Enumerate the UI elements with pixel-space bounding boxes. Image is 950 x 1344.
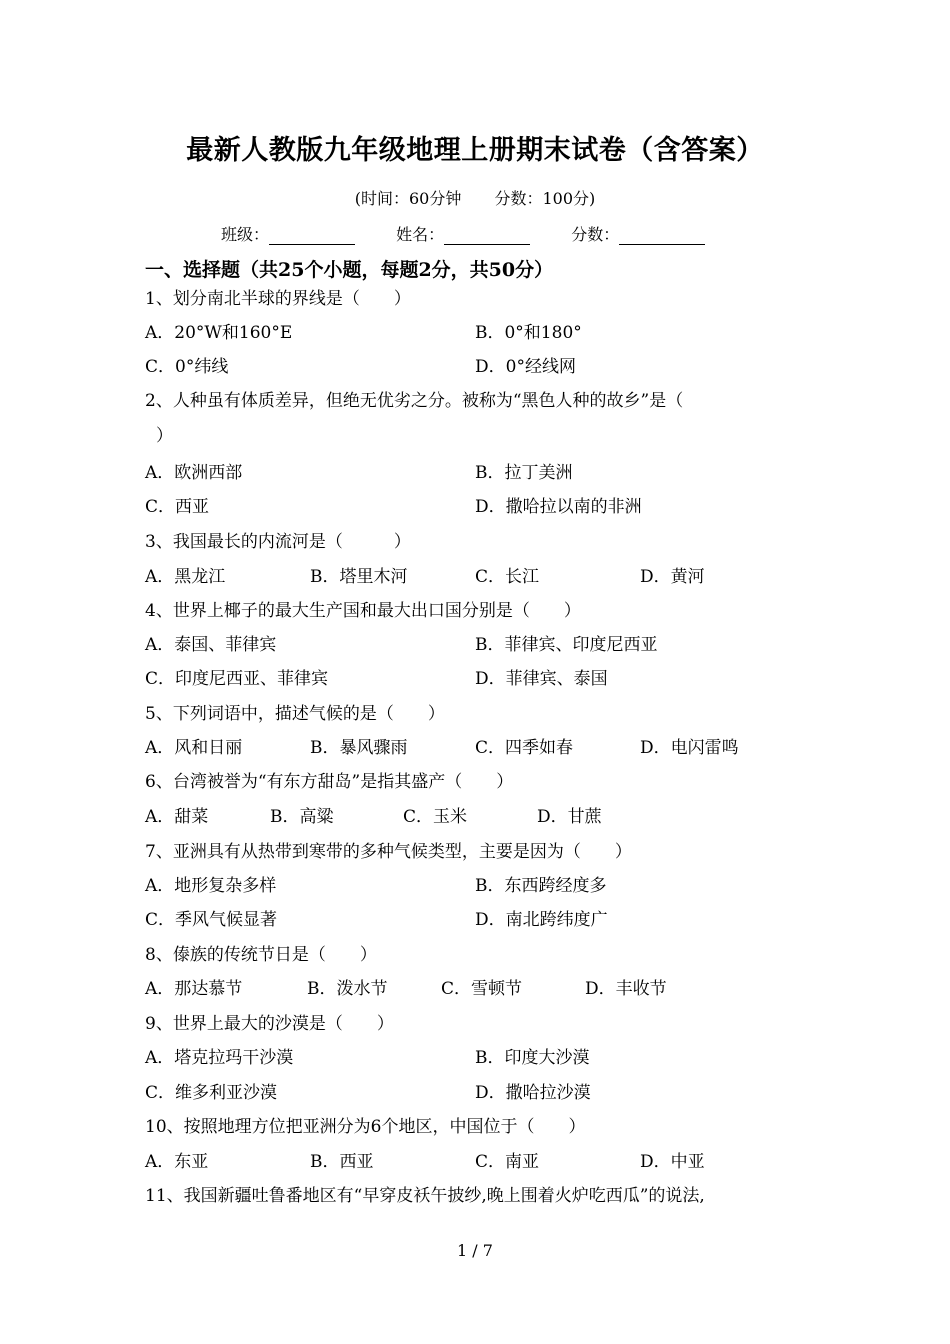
q3-option-a: A．黑龙江 xyxy=(145,567,226,587)
q5-option-c: C．四季如春 xyxy=(475,738,574,758)
class-blank[interactable] xyxy=(269,228,355,245)
q6-option-b: B．高粱 xyxy=(270,807,334,827)
exam-score: 分数：100分) xyxy=(494,189,596,208)
question-2-continued: ） xyxy=(156,426,173,446)
q3-option-c: C．长江 xyxy=(475,567,540,587)
q3-option-b: B．塔里木河 xyxy=(310,567,408,587)
q9-option-a: A．塔克拉玛干沙漠 xyxy=(145,1048,294,1068)
q8-option-c: C．雪顿节 xyxy=(441,979,523,999)
q7-option-d: D．南北跨纬度广 xyxy=(475,910,608,930)
q2-option-d: D．撒哈拉以南的非洲 xyxy=(475,497,642,517)
question-11: 11、我国新疆吐鲁番地区有“早穿皮袄午披纱,晚上围着火炉吃西瓜”的说法, xyxy=(145,1186,705,1206)
question-2: 2、人种虽有体质差异，但绝无优劣之分。被称为“黑色人种的故乡”是（ xyxy=(145,391,684,411)
question-4: 4、世界上椰子的最大生产国和最大出口国分别是（ ） xyxy=(145,601,581,621)
q4-option-b: B．菲律宾、印度尼西亚 xyxy=(475,635,658,655)
q5-option-b: B．暴风骤雨 xyxy=(310,738,408,758)
q8-option-a: A．那达慕节 xyxy=(145,979,243,999)
question-6: 6、台湾被誉为“有东方甜岛”是指其盛产（ ） xyxy=(145,772,514,792)
question-5: 5、下列词语中，描述气候的是（ ） xyxy=(145,704,445,724)
q9-option-b: B．印度大沙漠 xyxy=(475,1048,590,1068)
q10-option-d: D．中亚 xyxy=(640,1152,705,1172)
q2-option-c: C．西亚 xyxy=(145,497,210,517)
q5-option-a: A．风和日丽 xyxy=(145,738,243,758)
q7-option-c: C．季风气候显著 xyxy=(145,910,278,930)
question-9: 9、世界上最大的沙漠是（ ） xyxy=(145,1014,394,1034)
q6-option-c: C．玉米 xyxy=(403,807,468,827)
q1-option-a: A．20°W和160°E xyxy=(145,323,293,343)
q10-option-b: B．西亚 xyxy=(310,1152,374,1172)
q10-option-a: A．东亚 xyxy=(145,1152,209,1172)
section-heading: 一、选择题（共25个小题，每题2分，共50分） xyxy=(145,259,554,281)
page-title: 最新人教版九年级地理上册期末试卷（含答案） xyxy=(186,135,764,166)
question-3: 3、我国最长的内流河是（ ） xyxy=(145,532,411,552)
name-field[interactable]: 姓名： xyxy=(396,222,530,245)
question-1: 1、划分南北半球的界线是（ ） xyxy=(145,289,411,309)
q3-option-d: D．黄河 xyxy=(640,567,705,587)
score-field[interactable]: 分数： xyxy=(571,222,705,245)
q2-option-b: B．拉丁美洲 xyxy=(475,463,573,483)
q4-option-d: D．菲律宾、泰国 xyxy=(475,669,608,689)
score-blank[interactable] xyxy=(619,228,705,245)
question-10: 10、按照地理方位把亚洲分为6个地区，中国位于（ ） xyxy=(145,1117,586,1137)
q7-option-b: B．东西跨经度多 xyxy=(475,876,607,896)
q1-option-d: D．0°经线网 xyxy=(475,357,576,377)
q7-option-a: A．地形复杂多样 xyxy=(145,876,277,896)
q8-option-d: D．丰收节 xyxy=(585,979,667,999)
q6-option-a: A．甜菜 xyxy=(145,807,209,827)
question-8: 8、傣族的传统节日是（ ） xyxy=(145,945,377,965)
q9-option-c: C．维多利亚沙漠 xyxy=(145,1083,278,1103)
class-field[interactable]: 班级： xyxy=(221,222,355,245)
q6-option-d: D．甘蔗 xyxy=(537,807,602,827)
q1-option-c: C．0°纬线 xyxy=(145,357,229,377)
page-number: 1 / 7 xyxy=(457,1241,493,1260)
q1-option-b: B．0°和180° xyxy=(475,323,582,343)
q8-option-b: B．泼水节 xyxy=(307,979,388,999)
exam-meta xyxy=(0,186,950,209)
q10-option-c: C．南亚 xyxy=(475,1152,540,1172)
q4-option-a: A．泰国、菲律宾 xyxy=(145,635,277,655)
student-info-fields xyxy=(221,222,741,245)
exam-time: (时间：60分钟 xyxy=(354,189,462,208)
q2-option-a: A．欧洲西部 xyxy=(145,463,243,483)
q4-option-c: C．印度尼西亚、菲律宾 xyxy=(145,669,329,689)
name-blank[interactable] xyxy=(444,228,530,245)
question-7: 7、亚洲具有从热带到寒带的多种气候类型，主要是因为（ ） xyxy=(145,842,632,862)
q9-option-d: D．撒哈拉沙漠 xyxy=(475,1083,591,1103)
q5-option-d: D．电闪雷鸣 xyxy=(640,738,739,758)
